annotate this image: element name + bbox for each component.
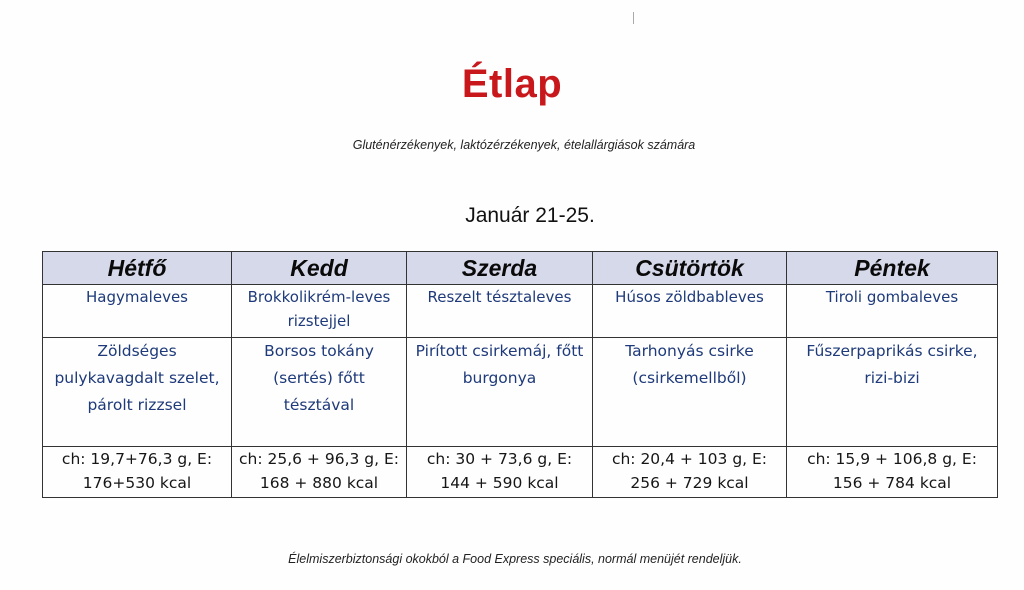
soup-cell: Brokkolikrém-leves rizstejjel bbox=[232, 285, 407, 338]
soup-cell: Tiroli gombaleves bbox=[787, 285, 998, 338]
day-header-thursday: Csütörtök bbox=[593, 252, 787, 285]
main-course-cell: Borsos tokány (sertés) főtt tésztával bbox=[232, 338, 407, 447]
nutrition-cell: ch: 19,7+76,3 g, E: 176+530 kcal bbox=[43, 447, 232, 498]
main-course-row bbox=[43, 338, 998, 447]
nutrition-cell: ch: 20,4 + 103 g, E: 256 + 729 kcal bbox=[593, 447, 787, 498]
nutrition-cell: ch: 25,6 + 96,3 g, E: 168 + 880 kcal bbox=[232, 447, 407, 498]
weekly-menu-table bbox=[42, 251, 998, 498]
soup-cell: Hagymaleves bbox=[43, 285, 232, 338]
nutrition-cell: ch: 30 + 73,6 g, E: 144 + 590 kcal bbox=[407, 447, 593, 498]
day-header-tuesday: Kedd bbox=[232, 252, 407, 285]
day-header-wednesday: Szerda bbox=[407, 252, 593, 285]
page-title: Étlap bbox=[461, 62, 563, 106]
soup-cell: Húsos zöldbableves bbox=[593, 285, 787, 338]
main-course-cell: Fűszerpaprikás csirke, rizi-bizi bbox=[787, 338, 998, 447]
scan-mark bbox=[633, 12, 634, 24]
main-course-cell: Zöldséges pulykavagdalt szelet, párolt rizzsel bbox=[43, 338, 232, 447]
nutrition-cell: ch: 15,9 + 106,8 g, E: 156 + 784 kcal bbox=[787, 447, 998, 498]
date-range: Január 21-25. bbox=[465, 204, 595, 227]
day-header-monday: Hétfő bbox=[43, 252, 232, 285]
footer-note: Élelmiszerbiztonsági okokból a Food Express speciális, normál menüjét rendeljük. bbox=[288, 552, 742, 566]
nutrition-row bbox=[43, 447, 998, 498]
table-header-row bbox=[43, 252, 998, 285]
main-course-cell: Tarhonyás csirke (csirkemellből) bbox=[593, 338, 787, 447]
main-course-cell: Pirított csirkemáj, főtt burgonya bbox=[407, 338, 593, 447]
soup-row bbox=[43, 285, 998, 338]
day-header-friday: Péntek bbox=[787, 252, 998, 285]
soup-cell: Reszelt tésztaleves bbox=[407, 285, 593, 338]
page-subtitle: Gluténérzékenyek, laktózérzékenyek, ételallárgiások számára bbox=[352, 138, 696, 152]
